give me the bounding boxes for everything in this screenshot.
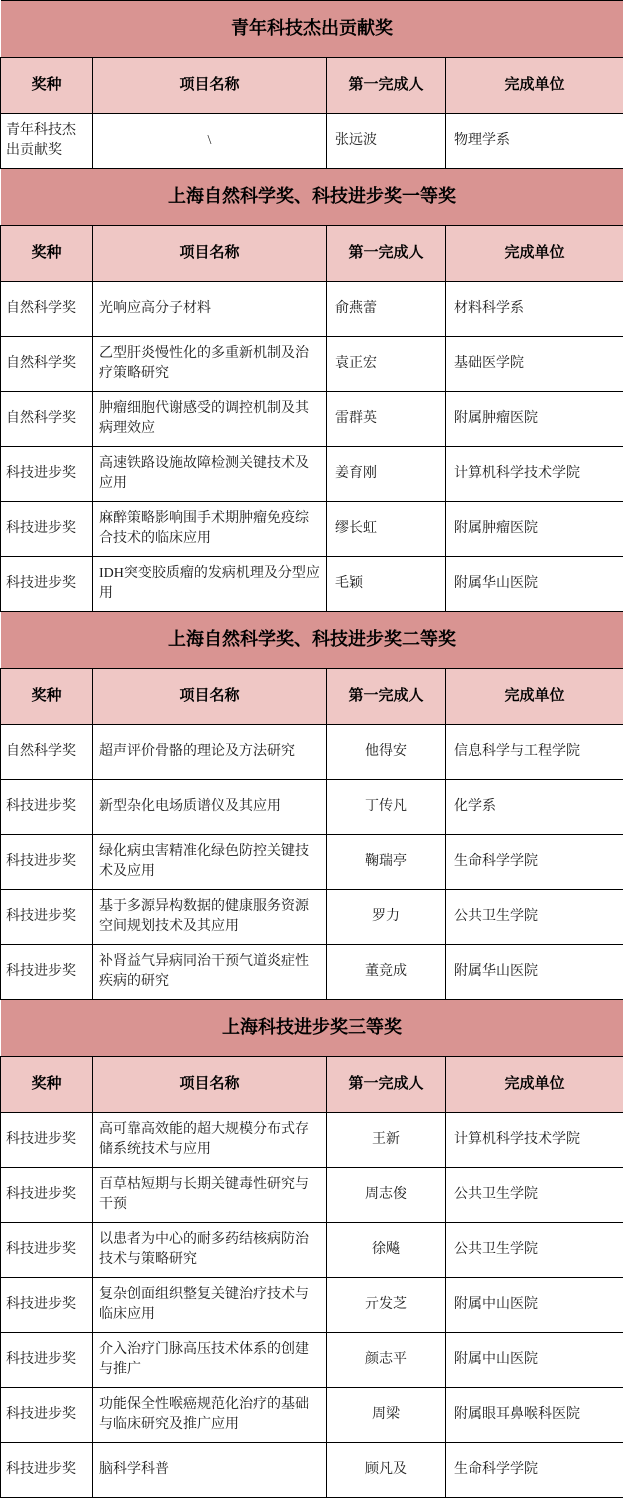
header-row: [1, 1057, 623, 1113]
first-completer-cell: 鞠瑞亭: [327, 835, 446, 890]
first-completer-cell: 姜育刚: [327, 447, 446, 502]
table-row: [1, 502, 623, 557]
project-name-cell: 光响应高分子材料: [93, 282, 327, 337]
table-row: [1, 1168, 623, 1223]
column-header-first-completer: 第一完成人: [327, 58, 446, 114]
first-completer-cell: 周梁: [327, 1388, 446, 1443]
table-row: [1, 1333, 623, 1388]
table-row: [1, 557, 623, 612]
column-header-project-name: 项目名称: [93, 1057, 327, 1113]
completing-unit-cell: 附属中山医院: [446, 1278, 623, 1333]
award-type-cell: 科技进步奖: [1, 1113, 93, 1168]
first-completer-cell: 周志俊: [327, 1168, 446, 1223]
award-type-cell: 科技进步奖: [1, 835, 93, 890]
completing-unit-cell: 生命科学学院: [446, 1443, 623, 1498]
table-row: [1, 392, 623, 447]
column-header-completing-unit: 完成单位: [446, 226, 623, 282]
section-title-row: [1, 1, 623, 58]
table-row: [1, 1113, 623, 1168]
column-header-completing-unit: 完成单位: [446, 58, 623, 114]
first-completer-cell: 毛颖: [327, 557, 446, 612]
column-header-first-completer: 第一完成人: [327, 669, 446, 725]
table-row: [1, 114, 623, 169]
project-name-cell: 乙型肝炎慢性化的多重新机制及治疗策略研究: [93, 337, 327, 392]
first-completer-cell: 顾凡及: [327, 1443, 446, 1498]
project-name-cell: 以患者为中心的耐多药结核病防治技术与策略研究: [93, 1223, 327, 1278]
project-name-cell: 麻醉策略影响围手术期肿瘤免疫综合技术的临床应用: [93, 502, 327, 557]
project-name-cell: 高可靠高效能的超大规模分布式存储系统技术与应用: [93, 1113, 327, 1168]
section-title-row: [1, 1000, 623, 1057]
table-row: [1, 1223, 623, 1278]
first-completer-cell: 罗力: [327, 890, 446, 945]
column-header-award-type: 奖种: [1, 1057, 93, 1113]
project-name-cell: 新型杂化电场质谱仪及其应用: [93, 780, 327, 835]
completing-unit-cell: 附属肿瘤医院: [446, 392, 623, 447]
project-name-cell: 补肾益气异病同治干预气道炎症性疾病的研究: [93, 945, 327, 1000]
completing-unit-cell: 公共卫生学院: [446, 890, 623, 945]
table-row: [1, 1388, 623, 1443]
column-header-award-type: 奖种: [1, 58, 93, 114]
completing-unit-cell: 生命科学学院: [446, 835, 623, 890]
award-type-cell: 科技进步奖: [1, 1333, 93, 1388]
column-header-completing-unit: 完成单位: [446, 669, 623, 725]
column-header-project-name: 项目名称: [93, 226, 327, 282]
header-row: [1, 226, 623, 282]
project-name-cell: IDH突变胶质瘤的发病机理及分型应用: [93, 557, 327, 612]
column-header-first-completer: 第一完成人: [327, 226, 446, 282]
first-completer-cell: 缪长虹: [327, 502, 446, 557]
completing-unit-cell: 计算机科学技术学院: [446, 1113, 623, 1168]
section-title: 青年科技杰出贡献奖: [1, 1, 623, 58]
award-type-cell: 科技进步奖: [1, 945, 93, 1000]
first-completer-cell: 董竞成: [327, 945, 446, 1000]
table-row: [1, 725, 623, 780]
completing-unit-cell: 信息科学与工程学院: [446, 725, 623, 780]
section-title-row: [1, 612, 623, 669]
header-row: [1, 58, 623, 114]
award-type-cell: 科技进步奖: [1, 780, 93, 835]
award-type-cell: 科技进步奖: [1, 890, 93, 945]
first-completer-cell: 雷群英: [327, 392, 446, 447]
project-name-cell: 肿瘤细胞代谢感受的调控机制及其病理效应: [93, 392, 327, 447]
table-row: [1, 945, 623, 1000]
header-row: [1, 669, 623, 725]
project-name-cell: 基于多源异构数据的健康服务资源空间规划技术及其应用: [93, 890, 327, 945]
project-name-cell: 复杂创面组织整复关键治疗技术与临床应用: [93, 1278, 327, 1333]
award-type-cell: 科技进步奖: [1, 1388, 93, 1443]
section-title: 上海自然科学奖、科技进步奖二等奖: [1, 612, 623, 669]
first-completer-cell: 俞燕蕾: [327, 282, 446, 337]
award-type-cell: 科技进步奖: [1, 1443, 93, 1498]
project-name-cell: \: [93, 114, 327, 169]
section-title: 上海自然科学奖、科技进步奖一等奖: [1, 169, 623, 226]
first-completer-cell: 丁传凡: [327, 780, 446, 835]
table-row: [1, 835, 623, 890]
award-type-cell: 科技进步奖: [1, 502, 93, 557]
completing-unit-cell: 附属华山医院: [446, 557, 623, 612]
table-row: [1, 282, 623, 337]
section-title: 上海科技进步奖三等奖: [1, 1000, 623, 1057]
award-type-cell: 科技进步奖: [1, 1278, 93, 1333]
award-type-cell: 科技进步奖: [1, 1168, 93, 1223]
award-type-cell: 自然科学奖: [1, 337, 93, 392]
column-header-completing-unit: 完成单位: [446, 1057, 623, 1113]
completing-unit-cell: 附属肿瘤医院: [446, 502, 623, 557]
completing-unit-cell: 物理学系: [446, 114, 623, 169]
completing-unit-cell: 附属华山医院: [446, 945, 623, 1000]
column-header-award-type: 奖种: [1, 226, 93, 282]
project-name-cell: 介入治疗门脉高压技术体系的创建与推广: [93, 1333, 327, 1388]
column-header-first-completer: 第一完成人: [327, 1057, 446, 1113]
first-completer-cell: 他得安: [327, 725, 446, 780]
first-completer-cell: 王新: [327, 1113, 446, 1168]
first-completer-cell: 亓发芝: [327, 1278, 446, 1333]
completing-unit-cell: 基础医学院: [446, 337, 623, 392]
project-name-cell: 超声评价骨骼的理论及方法研究: [93, 725, 327, 780]
completing-unit-cell: 计算机科学技术学院: [446, 447, 623, 502]
project-name-cell: 脑科学科普: [93, 1443, 327, 1498]
completing-unit-cell: 化学系: [446, 780, 623, 835]
award-type-cell: 自然科学奖: [1, 282, 93, 337]
completing-unit-cell: 公共卫生学院: [446, 1223, 623, 1278]
section-title-row: [1, 169, 623, 226]
table-row: [1, 780, 623, 835]
table-row: [1, 1443, 623, 1498]
award-type-cell: 自然科学奖: [1, 725, 93, 780]
award-type-cell: 科技进步奖: [1, 557, 93, 612]
first-completer-cell: 徐飚: [327, 1223, 446, 1278]
column-header-award-type: 奖种: [1, 669, 93, 725]
award-type-cell: 科技进步奖: [1, 1223, 93, 1278]
project-name-cell: 绿化病虫害精准化绿色防控关键技术及应用: [93, 835, 327, 890]
award-type-cell: 科技进步奖: [1, 447, 93, 502]
completing-unit-cell: 材料科学系: [446, 282, 623, 337]
column-header-project-name: 项目名称: [93, 669, 327, 725]
project-name-cell: 百草枯短期与长期关键毒性研究与干预: [93, 1168, 327, 1223]
table-row: [1, 1278, 623, 1333]
completing-unit-cell: 公共卫生学院: [446, 1168, 623, 1223]
table-row: [1, 890, 623, 945]
project-name-cell: 功能保全性喉癌规范化治疗的基础与临床研究及推广应用: [93, 1388, 327, 1443]
project-name-cell: 高速铁路设施故障检测关键技术及应用: [93, 447, 327, 502]
award-type-cell: 自然科学奖: [1, 392, 93, 447]
award-type-cell: 青年科技杰出贡献奖: [1, 114, 93, 169]
completing-unit-cell: 附属眼耳鼻喉科医院: [446, 1388, 623, 1443]
first-completer-cell: 张远波: [327, 114, 446, 169]
first-completer-cell: 颜志平: [327, 1333, 446, 1388]
completing-unit-cell: 附属中山医院: [446, 1333, 623, 1388]
table-row: [1, 447, 623, 502]
column-header-project-name: 项目名称: [93, 58, 327, 114]
first-completer-cell: 袁正宏: [327, 337, 446, 392]
table-row: [1, 337, 623, 392]
